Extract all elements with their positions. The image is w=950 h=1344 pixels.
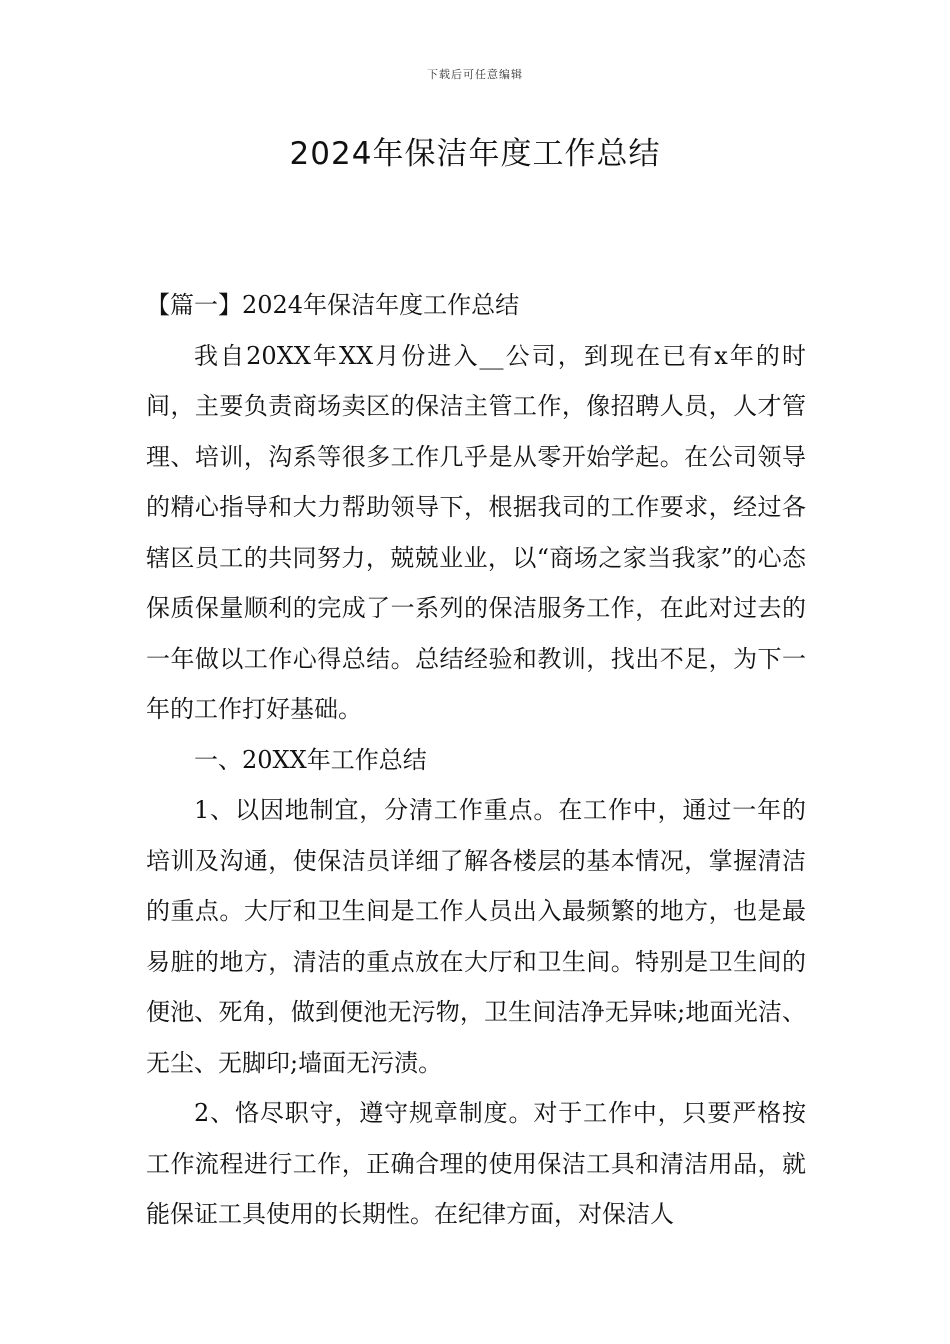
paragraph-point-1: 1、以因地制宜，分清工作重点。在工作中，通过一年的培训及沟通，使保洁员详细了解各楼层的基本情况，掌握清洁的重点。大厅和卫生间是工作人员出入最频繁的地方，也是最易脏的地方，清洁的重点放在大厅和卫生间。特别是卫生间的便池、死角，做到便池无污物，卫生间洁净无异味;地面光洁、无尘、无脚印;墙面无污渍。 — [146, 796, 806, 1077]
header-note: 下载后可任意编辑 — [427, 68, 523, 81]
document-body — [146, 280, 806, 1240]
subheading-summary: 一、20XX年工作总结 — [194, 745, 427, 774]
paragraph-point-2: 2、恪尽职守，遵守规章制度。对于工作中，只要严格按工作流程进行工作，正确合理的使用保洁工具和清洁用品，就能保证工具使用的长期性。在纪律方面，对保洁人 — [146, 1099, 806, 1228]
section-heading: 【篇一】2024年保洁年度工作总结 — [146, 291, 520, 319]
paragraph-intro: 我自20XX年XX月份进入__公司，到现在已有x年的时间，主要负责商场卖区的保洁主管工作，像招聘人员，人才管理、培训，沟系等很多工作几乎是从零开始学起。在公司领导的精心指导和大力帮助领导下，根据我司的工作要求，经过各辖区员工的共同努力，兢兢业业，以“商场之家当我家”的心态保质保量顺利的完成了一系列的保洁服务工作，在此对过去的一年做以工作心得总结。总结经验和教训，找出不足，为下一年的工作打好基础。 — [146, 341, 806, 723]
document-title: 2024年保洁年度工作总结 — [289, 136, 661, 172]
